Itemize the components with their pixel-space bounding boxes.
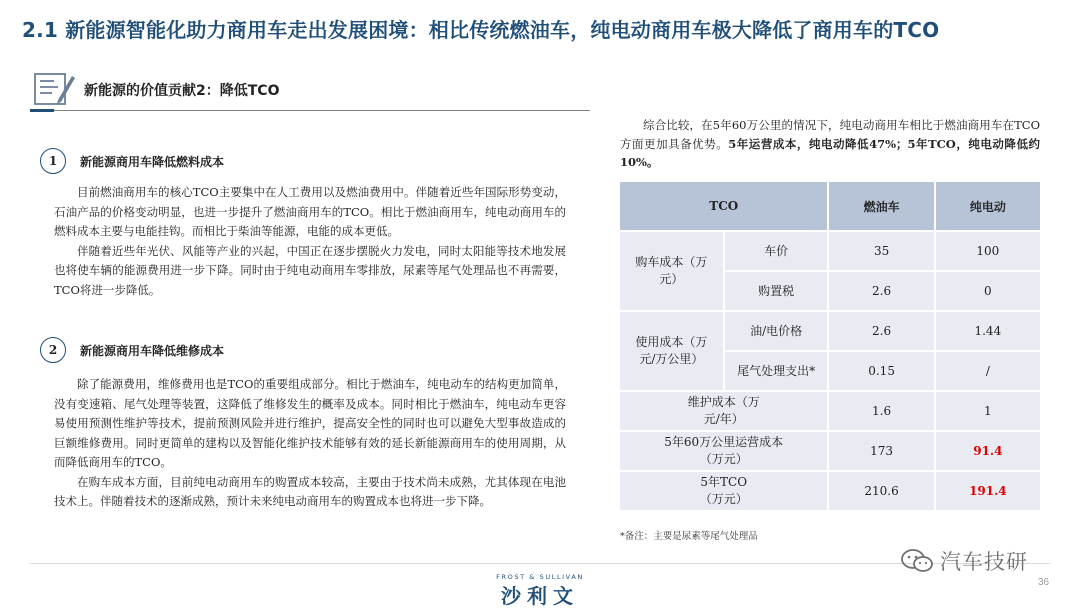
subsection-1-body: [54, 183, 566, 300]
page-number: 36: [1038, 577, 1050, 588]
value-cell: 210.6: [828, 471, 934, 511]
section-header: [30, 68, 590, 114]
subsection-2-title: 新能源商用车降低维修成本: [80, 343, 225, 358]
summary-plain: 综合比较，在5年60万公里的情况下，纯电动商用车相比于燃油商用车在TCO方面更加具备优势。: [620, 118, 1040, 151]
summary-bold: 5年运营成本，纯电动降低47%；5年TCO，纯电动降低约10%。: [620, 136, 1040, 169]
footer-divider: [30, 563, 1050, 564]
table-footnote: *备注：主要是尿素等尾气处理品: [620, 531, 758, 542]
paragraph: 除了能源费用，维修费用也是TCO的重要组成部分。相比于燃油车，纯电动车的结构更加简单，没有变速箱、尾气处理等装置，这降低了维修发生的概率及成本。同时相比于燃油车，纯电动车更容易使用预测性维护等技术，提前预测风险并进行维护，提高安全性的同时也可以避免大型事故造成的巨额维修费用。同时更简单的建构以及智能化维护技术能够有效的延长新能源商用车的使用周期，从而降低商用车的TCO。: [54, 377, 566, 469]
header-cell: TCO: [619, 181, 828, 231]
group-cell-usage: 使用成本（万元/万公里）: [619, 311, 724, 391]
value-cell: 0: [935, 271, 1041, 311]
value-cell: 35: [828, 231, 934, 271]
row-label: 维护成本（万元/年）: [619, 391, 828, 431]
row-label: 5年TCO（万元）: [619, 471, 828, 511]
value-cell: 1: [935, 391, 1041, 431]
value-cell: 2.6: [828, 311, 934, 351]
row-label: 油/电价格: [724, 311, 829, 351]
subsection-2-heading: [40, 337, 224, 363]
group-cell-purchase: 购车成本（万元）: [619, 231, 724, 311]
number-badge-2: 2: [40, 337, 66, 363]
footer-brand-en: FROST & SULLIVAN: [496, 573, 584, 581]
table-row: [619, 311, 1041, 351]
header-divider: [30, 110, 590, 111]
subsection-1-title: 新能源商用车降低燃料成本: [80, 154, 225, 169]
row-label: 尾气处理支出*: [724, 351, 829, 391]
value-cell: 173: [828, 431, 934, 471]
value-cell: /: [935, 351, 1041, 391]
value-cell: 100: [935, 231, 1041, 271]
header-divider-accent: [30, 109, 54, 112]
value-cell: 0.15: [828, 351, 934, 391]
page-title: 2.1 新能源智能化助力商用车走出发展困境：相比传统燃油车，纯电动商用车极大降低了商用车的TCO: [22, 18, 940, 42]
value-cell: 1.44: [935, 311, 1041, 351]
value-cell: 2.6: [828, 271, 934, 311]
table-row: [619, 431, 1041, 471]
subsection-1-heading: [40, 148, 224, 174]
paragraph: 在购车成本方面，目前纯电动商用车的购置成本较高，主要由于技术尚未成熟，尤其体现在电池技术上。伴随着技术的逐渐成熟，预计未来纯电动商用车的购置成本也将进一步下降。: [54, 474, 566, 508]
paragraph: 伴随着近些年光伏、风能等产业的兴起，中国正在逐步摆脱火力发电，同时太阳能等技术地发展也将使车辆的能源费用进一步下降。同时由于纯电动商用车零排放，尿素等尾气处理品也不再需要，TCO将进一步降低。: [54, 243, 566, 297]
summary-text: [620, 116, 1040, 172]
table-header-row: [619, 181, 1041, 231]
table-row: [619, 231, 1041, 271]
value-cell-highlight: 191.4: [935, 471, 1041, 511]
watermark: [900, 546, 1028, 576]
wechat-icon: [900, 548, 934, 574]
section-header-label: 新能源的价值贡献2：降低TCO: [84, 83, 280, 99]
table-row: [619, 471, 1041, 511]
header-cell: 燃油车: [828, 181, 934, 231]
value-cell: 1.6: [828, 391, 934, 431]
table-row: [619, 391, 1041, 431]
paragraph: 目前燃油商用车的核心TCO主要集中在人工费用以及燃油费用中。伴随着近些年国际形势变动，石油产品的价格变动明显，也进一步提升了燃油商用车的TCO。相比于燃油商用车，纯电动商用车的燃料成本主要与电能挂钩。而相比于柴油等能源，电能的成本更低。: [54, 185, 566, 238]
watermark-text: 汽车技研: [940, 550, 1028, 574]
row-label: 购置税: [724, 271, 829, 311]
row-label: 车价: [724, 231, 829, 271]
number-badge-1: 1: [40, 148, 66, 174]
subsection-2-body: [54, 375, 566, 512]
row-label: 5年60万公里运营成本（万元）: [619, 431, 828, 471]
tco-table: [618, 180, 1042, 512]
header-cell: 纯电动: [935, 181, 1041, 231]
value-cell-highlight: 91.4: [935, 431, 1041, 471]
footer-brand-logo: 沙利文: [501, 584, 579, 608]
document-pen-icon: [34, 70, 76, 106]
